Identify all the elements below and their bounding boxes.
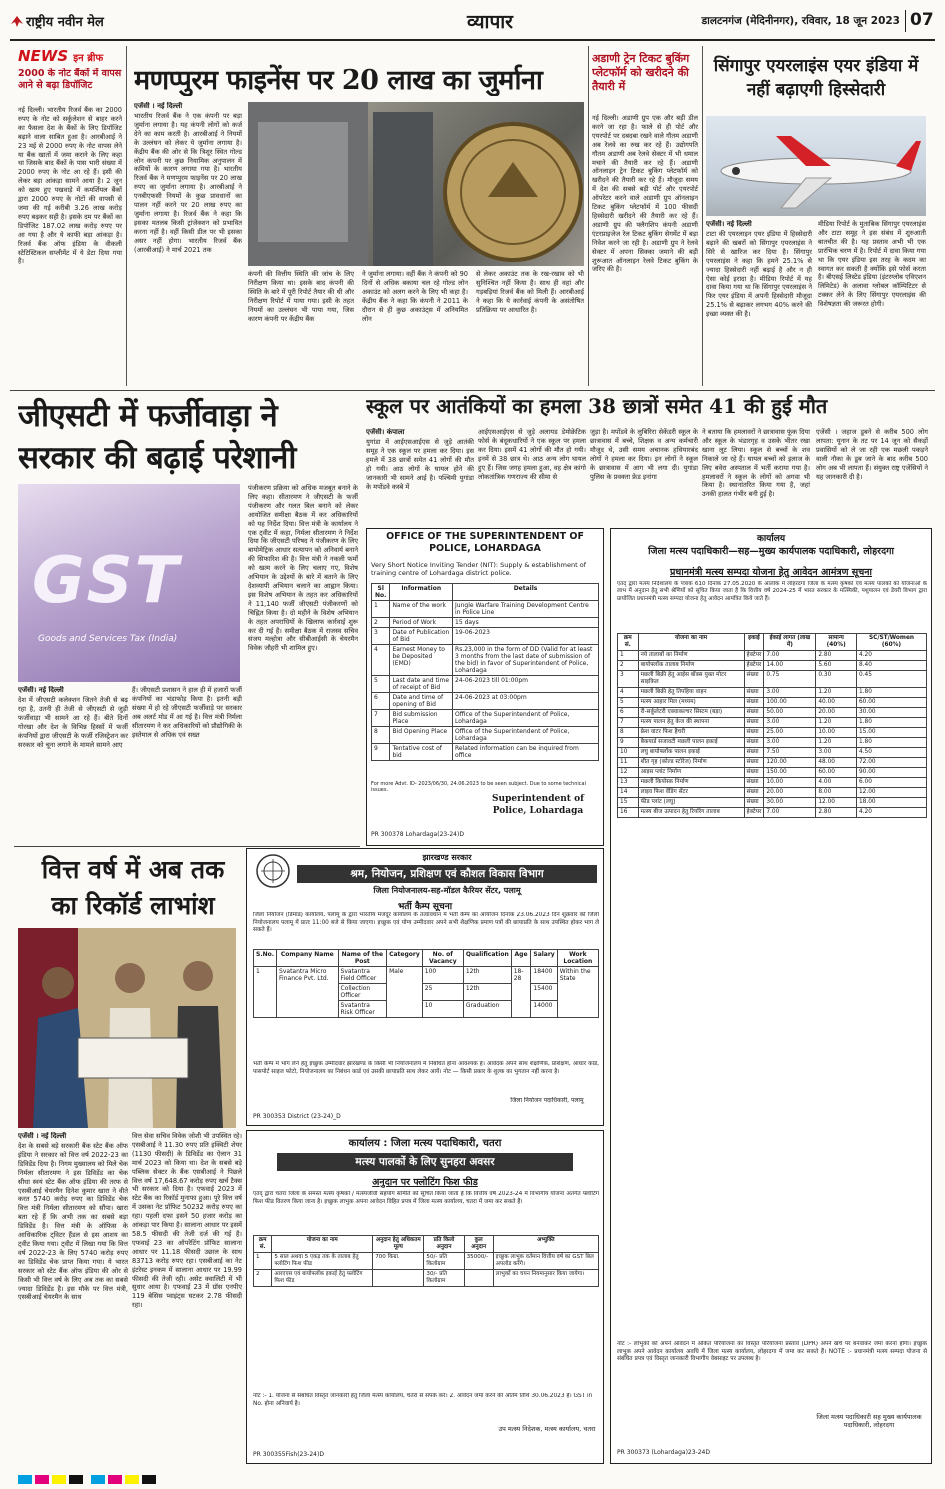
masthead	[10, 8, 935, 38]
table-row	[618, 718, 927, 728]
manappuram-col3: ने जुर्माना लगाया। वहीं बैंक ने कंपनी को 90 दिनों से अधिक बकाया चल रहे गोल्ड लोन अकाउंट को अलग करने के लिए भी कहा है। केंद्रीय बैंक ने कहा कि कंपनी ने 2011 के दौरान से ही कुछ अकाउंट्स में अनियमित लोन	[362, 270, 468, 323]
chatra-subtitle: मत्स्य पालकों के लिए सुनहरा अवसर	[277, 1153, 573, 1171]
labour-row: Collection Officer 25 12th 15400	[254, 984, 599, 1001]
table-row	[372, 645, 599, 676]
table-row	[254, 1270, 599, 1287]
page-number: 07	[905, 10, 935, 32]
table-row	[618, 788, 927, 798]
lohardaga-intro: एतद् द्वारा मत्स्य निदेशालय के पत्रांक 610 दिनांक 27.05.2020 के आलोक में लोहरदगा जिला के मत्स्य कृषकों एवं मत्स्य पालकों को योजनाओं के लाभ में अनुदान हेतु सभी श्रेणियों को सूचित किया जाता है कि वित्तीय वर्ष 2024-25 में भारत सरकार के मत्स्यिकी, पशुपालन एवं डेयरी विभाग द्वारा प्रायोजित प्रधानमंत्री मत्स्य सम्पदा योजना हेतु आवेदन आमंत्रित किये जाते हैं।	[617, 581, 927, 602]
table-cell: 30/- प्रति किलोग्राम	[424, 1270, 464, 1287]
news-label: NEWS	[18, 47, 69, 65]
table-cell: 14	[618, 788, 639, 798]
table-header: कुल अनुदान	[464, 1236, 493, 1253]
dateline: डालटनगंज (मेदिनीनगर), रविवार, 18 जून 2023	[701, 15, 900, 27]
chatra-intro: एतद् द्वारा चतरा जिला के समस्त मत्स्य कृषकों / मत्स्यजीवी सहयोग समिति को सूचित किया जाता है कि वित्तीय वर्ष 2023-24 में विभागीय योजना अंतर्गत फ्लोटिंग फिश फीड वितरण किया जाना है। इच्छुक लाभुक अपना आवेदन विहित प्रपत्र में जिला मत्स्य कार्यालय, चतरा में जमा कर सकते हैं।	[253, 1191, 599, 1205]
singapore-headline: सिंगापुर एयरलाइंस एयर इंडिया में नहीं बढ़ाएगी हिस्सेदारी	[713, 56, 919, 100]
labour-intro: जिला नियोजन (डिमांड) कार्यालय, पलामू के द्वारा भारतीय मजदूर कार्यालय के तत्वावधान में भर्ती कैम्प का आयोजन दिनांक 23.06.2023 दिन शुक्रवार को जिला नियोजनालय पलामू में प्रातः 11:00 बजे से किया जाएगा। इच्छुक एवं योग्य उम्मीदवार अपने सभी शैक्षणिक प्रमाण पत्रों की छायाप्रति के साथ उपस्थित होकर भाग ले सकते हैं।	[253, 912, 599, 933]
table-cell: 4.20	[856, 808, 926, 818]
table-cell: 8	[372, 727, 390, 744]
school-headline: स्कूल पर आतंकियों का हमला 38 छात्रों समेत 41 की हुई मौत	[366, 394, 828, 418]
airplane-icon	[706, 116, 926, 216]
table-cell: हेक्टेयर	[744, 808, 764, 818]
chatra-table	[253, 1235, 599, 1389]
school-col5: एजेंसी । जहाज डूबने से करीब 500 लोग लापता: यूनान के तट पर 14 जून को सैकड़ों प्रवासियों को ले जा रही एक मछली पकड़ने वाली नौका के डूब जाने के बाद करीब 500 लोग अब भी लापता हैं। संयुक्त राष्ट्र एजेंसियों ने यह जानकारी दी है।	[816, 428, 928, 481]
section-title: व्यापार	[467, 11, 513, 32]
table-cell: 4	[618, 688, 639, 698]
table-row	[618, 758, 927, 768]
adani-headline: अडाणी ट्रेन टिकट बुकिंग प्लेटफॉर्म को खरीदने की तैयारी में	[592, 52, 690, 93]
manappuram-headline: मणप्पुरम फाइनेंस पर 20 लाख का जुर्माना	[134, 65, 543, 96]
table-cell: 3.00	[764, 718, 816, 728]
table-header: क्रम सं.	[254, 1236, 272, 1253]
gst-col-b: हैं। जीएसटी प्रशासन ने हाल ही में हजारों फर्जी कंपनियों का भंडाफोड़ किया है। इतनी बड़ी संख्या में हो रहे जीएसटी फर्जीवाड़े पर सरकार अब अलर्ट मोड में आ गई है। वित्त मंत्री निर्मला सीतारमण ने कर अधिकारियों को प्रौद्योगिकी के इस्तेमाल से अधिक एवं सख्त	[132, 686, 242, 739]
table-cell: बायोफ्लॉक तालाब निर्माण	[638, 661, 744, 671]
table-cell: मछली कियोस्क निर्माण	[638, 778, 744, 788]
table-cell: आरएएस एवं बायोफ्लॉक इकाई हेतु फ्लोटिंग फिश फीड	[272, 1270, 373, 1287]
table-cell: 25.00	[764, 728, 816, 738]
chatra-signature: उप मत्स्य निदेशक, मत्स्य कार्यालय, चतरा	[498, 1425, 596, 1433]
table-row	[254, 1253, 599, 1270]
table-cell: मत्स्य बीज उत्पादन हेतु रियरिंग तालाब	[638, 808, 744, 818]
table-cell: 10.00	[764, 778, 816, 788]
manappuram-dateline: एजेंसी । नई दिल्ली	[134, 102, 183, 110]
tender-footnote: For more Advt. ID- 2023/06/30, 24.06.2023 to be seen subject. Due to some technical issues.	[371, 781, 586, 791]
table-cell: इच्छुक लाभुक वर्तमान वित्तीय वर्ष का GST बिल अपलोड करेंगे।	[493, 1253, 598, 1270]
table-cell: 24-06-2023 at 03:00pm	[453, 693, 599, 710]
table-cell: संख्या	[744, 728, 764, 738]
table-cell: फीड प्लांट (लघु)	[638, 798, 744, 808]
table-header: प्रति किलो अनुदान	[424, 1236, 464, 1253]
table-cell: 20.00	[816, 708, 857, 718]
singapore-dateline: एजेंसी। नई दिल्ली	[706, 220, 752, 228]
table-cell: 20.00	[764, 788, 816, 798]
table-cell: 1	[254, 1253, 272, 1270]
table-cell: Date of Publication of Bid	[390, 628, 453, 645]
table-cell: 8.40	[856, 661, 926, 671]
table-cell: 5 साल अथवा 5 एकड़ तक के तालाब हेतु फ्लोटिंग फिश फीड	[272, 1253, 373, 1270]
table-cell: 19-06-2023	[453, 628, 599, 645]
table-cell: 0.45	[856, 671, 926, 688]
labour-company: Svatantra Micro Finance Pvt. Ltd.	[277, 967, 339, 1018]
table-cell: Jungle Warfare Training Development Centre in Police Line	[453, 601, 599, 618]
table-header: Information	[390, 584, 453, 601]
table-cell: 100.00	[764, 698, 816, 708]
table-cell: हेक्टेयर	[744, 661, 764, 671]
table-row	[618, 738, 927, 748]
table-cell: नये तालाबों का निर्माण	[638, 651, 744, 661]
lohardaga-table	[617, 633, 927, 1333]
table-cell: 0.30	[816, 671, 857, 688]
table-row	[618, 748, 927, 758]
lohardaga-heading: प्रधानमंत्री मत्स्य सम्पदा योजना हेतु आवेदन आमंत्रण सूचना	[669, 567, 872, 578]
gst-photo-caption: Goods and Services Tax (India)	[38, 634, 178, 644]
table-header: Company Name	[277, 950, 339, 967]
table-row	[372, 601, 599, 618]
table-cell: 1.20	[816, 688, 857, 698]
table-cell: 12	[618, 768, 639, 778]
lohardaga-pr: PR 300373 (Lohardaga)23-24D	[617, 1449, 710, 1456]
table-row	[372, 618, 599, 628]
lohardaga-title: जिला मत्स्य पदाधिकारी—सह—मुख्य कार्यपालक पदाधिकारी, लोहरदगा	[648, 546, 894, 557]
gst-headline-line2: सरकार की बढ़ाई परेशानी	[18, 440, 296, 476]
adani-body: नई दिल्ली। अडाणी ग्रुप एक और बड़ी डील करने जा रहा है। फाले से ही पोर्ट और एयरपोर्ट पर दबदबा रखने वाले गौतम अडाणी अब रेलवे का रुख कर रहे हैं। उद्योगपति गौतम अडाणी अब रेलवे सेक्टर में भी धमाल मचाने की तैयारी कर रहे हैं। अडाणी ऑनलाइन ट्रेन टिकट बुकिंग प्लेटफॉर्म को खरीदने की तैयारी कर रहे हैं। मौजूदा समय में देश की सबसे बड़ी पोर्ट और एयरपोर्ट ऑपरेटर करने वाले अडाणी ग्रुप ऑनलाइन टिकट बुकिंग प्लेटफॉर्म में 100 फीसदी हिस्सेदारी खरीदने की तैयारी कर रहे हैं। अडाणी ग्रुप की फ्लैगशिप कंपनी अडाणी एंटरप्राइजेज रेल टिकट बुकिंग सेगमेंट में बड़ा निवेश करने जा रही है। अडाणी ग्रुप ने रेलवे सेक्टर में अपना सिक्का जमाने की बड़ी शुरूआत ऑनलाइन रेलवे टिकट बुकिंग के जरिए की है।	[592, 114, 698, 274]
table-cell: 2	[372, 618, 390, 628]
table-header: अनुदान हेतु अधिकतम मूल्य	[373, 1236, 424, 1253]
labour-office: जिला नियोजनालय-सह-मॉडल कैरियर सेंटर, पलामू	[373, 886, 521, 895]
record-dateline: एजेंसी । नई दिल्ली	[18, 1132, 67, 1140]
table-row	[618, 728, 927, 738]
table-header: Qualification	[463, 950, 511, 967]
table-header: SC/ST/Women (60%)	[856, 634, 926, 651]
table-row	[618, 688, 927, 698]
table-cell: संख्या	[744, 708, 764, 718]
table-cell: शीत गृह (कोल्ड स्टोरेज) निर्माण	[638, 758, 744, 768]
cmyk-registration-bar	[18, 1470, 928, 1484]
table-row	[618, 808, 927, 818]
table-row	[618, 798, 927, 808]
table-cell: 10	[618, 748, 639, 758]
table-cell: 50/- प्रति किलोग्राम	[424, 1253, 464, 1270]
table-cell: 7	[618, 718, 639, 728]
table-cell: संख्या	[744, 688, 764, 698]
table-cell: 12.00	[856, 788, 926, 798]
gst-photo	[18, 484, 240, 682]
table-cell: Earnest Money to be Deposited (EMD)	[390, 645, 453, 676]
table-cell: Name of the work	[390, 601, 453, 618]
table-header: Category	[387, 950, 423, 967]
table-cell: 1.80	[856, 718, 926, 728]
table-cell: संख्या	[744, 758, 764, 768]
table-row	[372, 693, 599, 710]
manappuram-col2: कंपनी की वित्तीय स्थिति की जांच के लिए निरीक्षण किया था। इसके बाद कंपनी की स्थिति के बारे में पूरी रिपोर्ट तैयार की थी और निरीक्षण रिपोर्ट में पाया गया। इसी के तहत नियमों का उल्लंघन भी पाया गया, जिस कारण कंपनी पर केंद्रीय बैंक	[248, 270, 354, 323]
tender-signature: Superintendent of Police, Lohardaga	[492, 794, 584, 816]
singapore-col2: मीडिया रिपोर्ट के मुताबिक सिंगापुर एयरलाइंस और टाटा समूह ने इस संबंध में शुरुआती बातचीत की है। यह प्रस्ताव अभी भी एक प्रारंभिक चरण में है। रिपोर्ट में दावा किया गया था कि एयर इंडिया इस तरह के कदम का स्वागत कर सकती है क्योंकि इसे फोर्स करता है। बीएसई लिस्टेड इंडिया (इंटरग्लोब एविएशन लिमिटेड) के अलावा ग्लोबल कॉम्पिटिटर से टक्कर लेने के लिए सिंगापुर एयरलाइंस की विशेषज्ञता की जरूरत होगी।	[818, 220, 926, 309]
chatra-notes: नोट :- 1. योजना से संबंधित विस्तृत जानकारी हेतु जिला मत्स्य कार्यालय, चतरा से संपर्क करें। 2. आवेदन जमा करने की अंतिम तिथि 30.06.2023 है। GST in No. होना अनिवार्य है।	[253, 1393, 593, 1407]
table-header: Details	[453, 584, 599, 601]
chatra-heading: अनुदान पर फ्लोटिंग फिश फीड	[372, 1177, 478, 1188]
table-cell: 18.00	[856, 798, 926, 808]
record-headline-line1: वित्त वर्ष में अब तक	[41, 855, 225, 884]
table-cell: 3.00	[764, 688, 816, 698]
record-col2: वित्त सेवा सचिव विवेक जोशी भी उपस्थित रहे। एसबीआई ने 11.30 रुपए प्रति इक्विटी शेयर (1130 फीसदी) के डिविडेंड का ऐलान 31 मार्च 2023 को किया था। देश के सबसे बड़े पब्लिक सेक्टर के बैंक एसबीआई ने पिछले वित्त वर्ष 17,648.67 करोड़ रुपए खर्च टैक्स भी सरकार को दिया है। एफवाई 2023 में स्टेट बैंक का रिकॉर्ड मुनाफा हुआ। पूरे वित्त वर्ष में उसका नेट प्रॉफिट 50232 करोड़ रुपए का रहा। पहली दफा इसने 50 हजार करोड़ का आंकड़ा पार किया है। सालाना आधार पर इसमें 58.5 फीसदी की तेजी दर्ज की गई है। एफवाई 23 का ऑपरेटिंग प्रॉफिट सालाना आधार पर 11.18 फीसदी उछाल के साथ 83713 करोड़ रुपए रहा। एसबीआई का नेट इंटरेस्ट इनकम में सालाना आधार पर 19.99 फीसदी की तेजी रही। असेट क्वालिटी में भी सुधार आया है। एफवाई 23 में ग्रॉस एनपीए 119 बेसिस प्वाइंट्स घटकर 2.78 फीसदी रहा।	[132, 1132, 242, 1310]
brief-label: इन ब्रीफ	[73, 53, 104, 64]
table-cell: संख्या	[744, 778, 764, 788]
table-cell: संख्या	[744, 718, 764, 728]
table-cell: लघु बायोफ्लॉक पालन इकाई	[638, 748, 744, 758]
dividend-cheque-photo	[18, 928, 236, 1128]
table-cell: 7.50	[764, 748, 816, 758]
table-row	[372, 628, 599, 645]
chatra-title: कार्यालय : जिला मत्स्य पदाधिकारी, चतरा	[348, 1138, 502, 1149]
school-col3: जुड़ा है। मपोंडवे के लुबिरिरा सेकेंडरी स्कूल के छात्रावास में बच्चे, शिक्षक व अन्य कर्मचारी मौजूद थे, उसी समय अचानक हथियारबंद लोगों ने हमला कर दिया। इन लोगों ने स्कूल के छात्रावास में आग भी लगा दी। युगांडा पुलिस के प्रवक्ता फ्रेड इनांगा	[590, 428, 698, 481]
table-cell: Bid Opening Place	[390, 727, 453, 744]
table-cell: 2	[254, 1270, 272, 1287]
table-cell: 48.00	[816, 758, 857, 768]
table-cell: 14.00	[764, 661, 816, 671]
school-col2: आईएसआईएस से जुड़े अलायड डेमोक्रेटिक फोर्स के बंदूकधारियों ने एक स्कूल पर हमला कर दिया। इसमें 41 लोगों की मौत हो गयी। इनमें से 38 छात्र थे। आठ अन्य लोग घायल हुए हैं। जिस जगह हमला हुआ, वह क्षेत्र कांगो लोकतांत्रिक गणराज्य की सीमा से	[478, 428, 586, 481]
table-cell: Related information can be inquired from office	[453, 744, 599, 761]
table-cell: 2.80	[816, 651, 857, 661]
table-header: Salary	[531, 950, 557, 967]
table-cell: 15	[618, 798, 639, 808]
table-cell: 16	[618, 808, 639, 818]
tender-table	[371, 583, 599, 779]
table-cell: 90.00	[856, 768, 926, 778]
school-dateline: एजेंसी। कंपाला	[366, 428, 405, 436]
table-cell: 15.00	[856, 728, 926, 738]
rbi-emblem-icon	[248, 102, 584, 266]
labour-recruitment-ad	[246, 848, 604, 1126]
table-cell: 4.50	[856, 748, 926, 758]
table-cell: संख्या	[744, 768, 764, 778]
table-cell: 1.80	[856, 738, 926, 748]
table-header: इकाई	[744, 634, 764, 651]
table-cell: संख्या	[744, 738, 764, 748]
table-cell: 7.00	[764, 651, 816, 661]
table-cell: 3	[372, 628, 390, 645]
news-brief	[18, 46, 122, 386]
table-cell: संख्या	[744, 748, 764, 758]
table-row	[618, 708, 927, 718]
labour-row: 1 Svatantra Micro Finance Pvt. Ltd. Svatantra Field Officer Male 100 12th 18-28 18400 Within the State	[254, 967, 599, 984]
table-header: Age	[511, 950, 531, 967]
table-cell: 6.00	[856, 778, 926, 788]
lohardaga-fish-ad	[610, 528, 932, 1464]
table-cell: बैकयार्ड सजावटी मछली पालन इकाई	[638, 738, 744, 748]
table-cell: Date and time of opening of Bid	[390, 693, 453, 710]
table-cell: 35000/-	[464, 1253, 493, 1270]
record-headline-line2: का रिकॉर्ड लाभांश	[51, 891, 215, 920]
table-cell: 13	[618, 778, 639, 788]
table-row	[372, 744, 599, 761]
table-header: सामान्य (40%)	[816, 634, 857, 651]
table-cell: 1.20	[816, 738, 857, 748]
lohardaga-office-label: कार्यालय	[756, 534, 786, 543]
table-cell: Last date and time of receipt of Bid	[390, 676, 453, 693]
table-cell: 4	[372, 645, 390, 676]
table-row	[372, 676, 599, 693]
table-cell: 120.00	[764, 758, 816, 768]
table-cell: आइस प्लांट निर्माण	[638, 768, 744, 778]
table-cell: Rs.23,000 in the form of DD (Valid for at least 3 months from the last date of submission of the bid) in favor of Superintendent of Police, Lohardaga	[453, 645, 599, 676]
labour-footer: भर्ती कैम्प में भाग लेने हेतु इच्छुक उम्मीदवार झारखण्ड के किसी भी नियोजनालय में निबंधित होना आवश्यक है। आवेदक अपने साथ शैक्षणिक, प्रशिक्षण, आधार कार्ड, पासपोर्ट साइज फोटो, नियोजनालय का निबंधन कार्ड एवं उसकी छायाप्रति साथ लेकर आयें। नोट — किसी प्रकार के शुल्क का भुगतान नहीं करना है।	[253, 1061, 599, 1075]
people-with-cheque-icon	[18, 928, 236, 1128]
table-cell: 3.00	[816, 748, 857, 758]
table-cell	[464, 1270, 493, 1287]
table-cell: 3	[618, 671, 639, 688]
lohardaga-notes: नोट :- लाभुकों को अपने आवेदन में अंकित परियोजना का विस्तृत परियोजना प्रस्ताव (DPR) अपने खर्च पर बनवाकर जमा करना होगा। इच्छुक लाभुक अपने आवेदन कार्यालय अवधि में जिला मत्स्य कार्यालय, लोहरदगा में जमा कर सकते हैं। NOTE :- प्रधानमंत्री मत्स्य सम्पदा योजना से संबंधित प्रपत्र एवं विस्तृत जानकारी विभागीय वेबसाइट पर उपलब्ध है।	[617, 1341, 927, 1363]
table-row	[618, 698, 927, 708]
chatra-pr: PR 300355Fish(23-24)D	[253, 1451, 324, 1458]
table-cell: 11	[618, 758, 639, 768]
table-cell: 1.80	[856, 688, 926, 698]
table-header: अभ्युक्ति	[493, 1236, 598, 1253]
table-cell: 10.00	[816, 728, 857, 738]
table-cell: 5	[618, 698, 639, 708]
table-cell: संख्या	[744, 798, 764, 808]
gst-headline-line1: जीएसटी में फर्जीवाड़ा ने	[18, 398, 278, 434]
airplane-photo	[706, 116, 926, 216]
table-cell: Office of the Superintendent of Police, Lohardaga	[453, 727, 599, 744]
table-header: Name of the Post	[338, 950, 387, 967]
table-cell: 30.00	[856, 708, 926, 718]
table-cell: 6	[618, 708, 639, 718]
table-cell: फ्रेश वाटर फिश हैचरी	[638, 728, 744, 738]
police-tender-ad	[366, 528, 604, 846]
table-cell: 7	[372, 710, 390, 727]
table-cell: संख्या	[744, 788, 764, 798]
table-cell: 15 days	[453, 618, 599, 628]
table-cell: 9	[618, 738, 639, 748]
table-cell: 700 किग्रा.	[373, 1253, 424, 1270]
lohardaga-signature: जिला मत्स्य पदाधिकारी सह मुख्य कार्यपालक पदाधिकारी, लोहरदगा	[816, 1413, 922, 1429]
table-cell: 5.60	[816, 661, 857, 671]
table-cell: 3.00	[764, 738, 816, 748]
table-header: योजना का नाम	[638, 634, 744, 651]
brief-body: नई दिल्ली। भारतीय रिजर्व बैंक का 2000 रुपए के नोट को सर्कुलेशन से बाहर करने का फैसला देश के बैंकों के लिए डिपॉजिट बढ़ाने वाला साबित हुआ है। आरबीआई ने 23 मई से 2000 रुपए के नोट वापस लेने या बैंक खातों में जमा कराने के लिए कहा था जिसके बाद बैंकों के पास भारी संख्या में 2000 रुपए के नोट आ रहे हैं। इसी की लेकर बड़ा आंकड़ा सामने आया है। 2 जून को खत्म हुए पखवाड़े में कमर्शियल बैंकों द्वारा 2000 रुपए के नोटों की वापसी से जमा की गई करीबी 3.26 लाख करोड़ रुपए बढ़कर सही है। इसके दम पर बैंकों का डिपॉजिट 187.02 लाख करोड़ रुपए पर आ गया है और ये काफी बड़ा आंकड़ा है। रिजर्व बैंक ऑफ इंडिया के वीकली स्टेटिस्टिकल सप्लीमेंट में ये डेटा दिया गया है।	[18, 106, 122, 266]
tender-title: OFFICE OF THE SUPERINTENDENT OF POLICE, LOHARDAGA	[386, 531, 584, 554]
table-cell: 50.00	[764, 708, 816, 718]
table-cell: 150.00	[764, 768, 816, 778]
table-cell: 72.00	[856, 758, 926, 768]
table-cell: 8	[618, 728, 639, 738]
table-cell: 5	[372, 676, 390, 693]
gst-col-lead: देश में जीएसटी कलेक्शन जितने तेजी से बढ़ रहा है, उतनी ही तेजी से जीएसटी से जुड़ी फर्जीवाड़ा भी सामने आ रहे हैं। बीते दिनों गोरखा और देश के विभिन्न हिस्सों में फर्जी कंपनियों द्वारा जीएसटी के फर्जी रजिस्ट्रेशन कर सरकार को चूना लगाने के मामले सामने आए	[18, 696, 128, 749]
gst-dateline: एजेंसी। नई दिल्ली	[18, 686, 64, 694]
gst-photo-text: GST	[32, 544, 181, 618]
paper-logo-icon	[10, 13, 24, 27]
table-cell: मत्स्य पालन हेतु केज की स्थापना	[638, 718, 744, 728]
tender-subtitle: Very Short Notice Inviting Tender (NIT): Supply & establishment of training centre of Lohardaga district police.	[371, 561, 586, 577]
table-header: Work Location	[557, 950, 598, 967]
table-cell: 7.00	[764, 808, 816, 818]
jharkhand-emblem-icon	[255, 853, 291, 889]
table-cell: री-सर्कुलेटरी एक्वाकल्चर सिस्टम (बड़ा)	[638, 708, 744, 718]
table-cell: 30.00	[764, 798, 816, 808]
table-cell: 2.80	[816, 808, 857, 818]
table-row	[618, 768, 927, 778]
chatra-fish-ad	[246, 1130, 604, 1464]
table-cell: 12.00	[816, 798, 857, 808]
masthead-rule	[10, 39, 935, 41]
table-cell: 9	[372, 744, 390, 761]
tender-pr: PR 300378 Lohardaga(23-24)D	[371, 831, 464, 838]
labour-pr: PR 300353 District (23-24)_D	[253, 1113, 341, 1120]
school-col1: युगांडा में आईएसआईएस से जुड़े आतंकी समूह ने एक स्कूल पर हमला कर दिया। इस हमले में 38 छात्रों समेत 41 लोगों की मौत हो गयी। आठ लोगों के घायल होने की जानकारी भी सामने आई है। पश्चिमी युगांडा के मपोंडवे कस्बे में	[366, 438, 474, 491]
table-header: योजना का नाम	[272, 1236, 373, 1253]
table-cell: मत्स्य आहार मिल (मध्यम)	[638, 698, 744, 708]
table-cell: संख्या	[744, 671, 764, 688]
paper-name: राष्ट्रीय नवीन मेल	[26, 15, 104, 30]
labour-dept: श्रम, नियोजन, प्रशिक्षण एवं कौशल विकास विभाग	[297, 865, 597, 883]
table-cell: Tentative cost of bid	[390, 744, 453, 761]
table-cell: लाइव फिश वेंडिंग सेंटर	[638, 788, 744, 798]
table-cell: 4.00	[816, 778, 857, 788]
table-cell: 0.75	[764, 671, 816, 688]
table-header: No. of Vacancy	[422, 950, 463, 967]
manappuram-col4: से लेकर अकाउंट तक के रख-रखाव को भी सुनिश्चित नहीं किया है। साथ ही वहां और गड़बड़ियां रिजर्व बैंक को मिली हैं। आरबीआई ने कहा कि ये कार्रवाई कंपनी के असंतोषित प्रतिक्रिया पर आधारित है।	[476, 270, 584, 314]
table-cell: 24-06-2023 till 01:00pm	[453, 676, 599, 693]
table-cell: 8.00	[816, 788, 857, 798]
record-col1: देश के सबसे बड़े सरकारी बैंक स्टेट बैंक ऑफ इंडिया ने सरकार को वित्त वर्ष 2022-23 का डिविडेंड दिया है। निगम मुख्यालय को मिले चेक निर्मला सीतारमण ने इस डिविडेंड का चेक सीधा स्वयं स्टेट बैंक ऑफ इंडिया की तरफ से एसबीआई चेयरमैन दिनेश कुमार खारा ने वीते करत 5740 करोड़ रुपए का डिविडेंड चेक वित्त मंत्री निर्मला सीतारमण को सौंपा। खारा बता रहे हैं कि अभी तक का सबसे बड़ा डिविडेंड है। वित्त मंत्री के ऑफिस के आधिकारिक ट्विटर हैंडल से इस आशय का ट्वीट किया गया। ट्वीट में लिखा गया कि वित्त वर्ष 2022-23 के लिए 5740 करोड़ रुपए का डिविडेंड चेक प्राप्त किया गया। ये भारत सरकार को स्टेट बैंक ऑफ इंडिया की ओर से किसी भी वित्त वर्ष के लिए अब तक का सबसे ज्यादा डिविडेंड है। इस मौके पर वित्त मंत्री, एसबीआई चेयरमैन के साथ	[18, 1142, 128, 1302]
labour-signature: जिला नियोजन पदाधिकारी, पलामू	[510, 1097, 584, 1104]
table-cell: 1	[372, 601, 390, 618]
table-cell: संख्या	[744, 698, 764, 708]
brief-headline: 2000 के नोट बैंकों में वापस आने से बढ़ा डिपॉजिट	[18, 68, 122, 91]
labour-govt: झारखण्ड सरकार	[422, 853, 472, 862]
labour-table	[253, 949, 599, 1057]
labour-notice-title: भर्ती कैम्प सूचना	[397, 902, 453, 911]
singapore-col1: टाटा की एयरलाइन एयर इंडिया में हिस्सेदारी बढ़ाने की खबरों को सिंगापुर एयरलाइंस ने सिरे से खारिज कर दिया है। सिंगापुर एयरलाइंस ने कहा कि हमने 25.1% से ज्यादा हिस्सेदारी नहीं बढ़ाई है और न ही ऐसा कोई इरादा है। मीडिया रिपोर्ट में यह दावा किया गया था कि सिंगापुर एयरलाइंस ने फिर एयर इंडिया में अपनी हिस्सेदारी मौजूदा 25.1% से बढ़ाकर लगभग 40% करने की इच्छा व्यक्त की है।	[706, 230, 812, 319]
table-row	[372, 727, 599, 744]
table-row	[618, 661, 927, 671]
table-row	[618, 778, 927, 788]
rbi-building-photo	[248, 102, 584, 266]
table-row	[372, 710, 599, 727]
table-cell: लाभुकों का चयन नियमानुसार किया जायेगा।	[493, 1270, 598, 1287]
table-header: क्रम सं.	[618, 634, 639, 651]
table-header: S.No.	[254, 950, 277, 967]
table-row	[618, 671, 927, 688]
table-cell: हेक्टेयर	[744, 651, 764, 661]
school-col4: ने बताया कि हमलावरों ने छात्रावास फूंक दिया और स्कूल के भंडारगृह व उसके भीतर रखा खाना लूट लिया। स्कूल से बच्चों के शव निकाले जा रहे हैं। घायल बच्चों को इलाज के लिए बवेरा अस्पताल में भर्ती कराया गया है। हमलावरों ने स्कूल के लोगों को अगवा भी किया है। स्थानांतरित किया गया है, जहां उनकी हालत गंभीर बनी हुई है।	[702, 428, 810, 499]
table-cell: 40.00	[816, 698, 857, 708]
table-cell: Office of the Superintendent of Police, Lohardaga	[453, 710, 599, 727]
table-cell: 4.20	[856, 651, 926, 661]
table-cell	[373, 1270, 424, 1287]
table-cell: 6	[372, 693, 390, 710]
table-cell: 1	[618, 651, 639, 661]
table-cell: 1.20	[816, 718, 857, 728]
table-cell: Bid submission Place	[390, 710, 453, 727]
table-cell: 60.00	[856, 698, 926, 708]
gst-col-a: पंजीकरण प्रक्रिया को अधिक मजबूत बनाने के लिए कहा। सीतारमण ने जीएसटी के फर्जी पंजीकरण और गलत बिल बनाने को लेकर आयोजित समीक्षा बैठक में कर अधिकारियों को यह निर्देश दिया। वित्त मंत्री के कार्यालय ने एक ट्वीट में कहा, निर्मला सीतारमण ने निर्देश दिया कि जीएसटी परिषद ने पंजीकरण के लिए बायोमेट्रिक आधार सत्यापन को अनिवार्य बनाने की सिफारिश की है। वित्त मंत्री ने नकली फर्मों को खत्म करने के लिए चलाए गए, विशेष अभियान के उद्देश्यों के बारे में बताने के लिए देशव्यापी अभियान चलाने का आह्वान किया। इस विशेष अभियान के तहत कर अधिकारियों ने 11,140 फर्जी जीएसटी पंजीकरणों को चिह्नित किया है। दो महीने के विशेष अभियान के तहत अपराधियों के खिलाफ कार्रवाई शुरू कर दी गई है। समीक्षा बैठक में राजस्व सचिव संजय मल्होत्रा और सीबीआईसी के चेयरमैन विवेक जौहरी भी शामिल हुए।	[248, 484, 358, 653]
table-header: ईकाई लागत (लाख में)	[764, 634, 816, 651]
table-row	[618, 651, 927, 661]
table-cell: मछली बिक्री हेतु तिपहिया वाहन	[638, 688, 744, 698]
table-header: Sl No.	[372, 584, 390, 601]
table-cell: मछली बिक्री हेतु आईस बॉक्स युक्त मोटर साइकिल	[638, 671, 744, 688]
table-cell: Period of Work	[390, 618, 453, 628]
table-cell: 2	[618, 661, 639, 671]
table-cell: 60.00	[816, 768, 857, 778]
manappuram-col1: भारतीय रिजर्व बैंक ने एक कंपनी पर बड़ा जुर्माना लगाया है। यह कंपनी लोगों को कर्ज देने का काम करती है। आरबीआई ने नियमों के उल्लंघन को लेकर ये जुर्माना लगाया है। केंद्रीय बैंक की ओर से कि त्रिशूर स्थित गोल्ड लोन कंपनी पर कुछ नियामिक अनुपालन में कमियों के कारण लगाया गया है। भारतीय रिजर्व बैंक ने मणप्पुरम फाइनेंस पर 20 लाख रुपए का जुर्माना लगाया है। आरबीआई ने एनबीएफसी नियमों के कुछ प्रावधानों का पालन नहीं करने पर 20 लाख रुपए का जुर्माना लगाया है। रिजर्व बैंक ने कहा कि इसका मतलब किसी ट्रांजेक्शन को प्रभावित करना नहीं है। वहीं किसी डील पर भी इसका असर नहीं होगा। भारतीय रिजर्व बैंक (आरबीआई) ने मार्च 2021 तक	[134, 112, 242, 254]
labour-row: Svatantra Risk Officer 10 Graduation 14000	[254, 1001, 599, 1018]
